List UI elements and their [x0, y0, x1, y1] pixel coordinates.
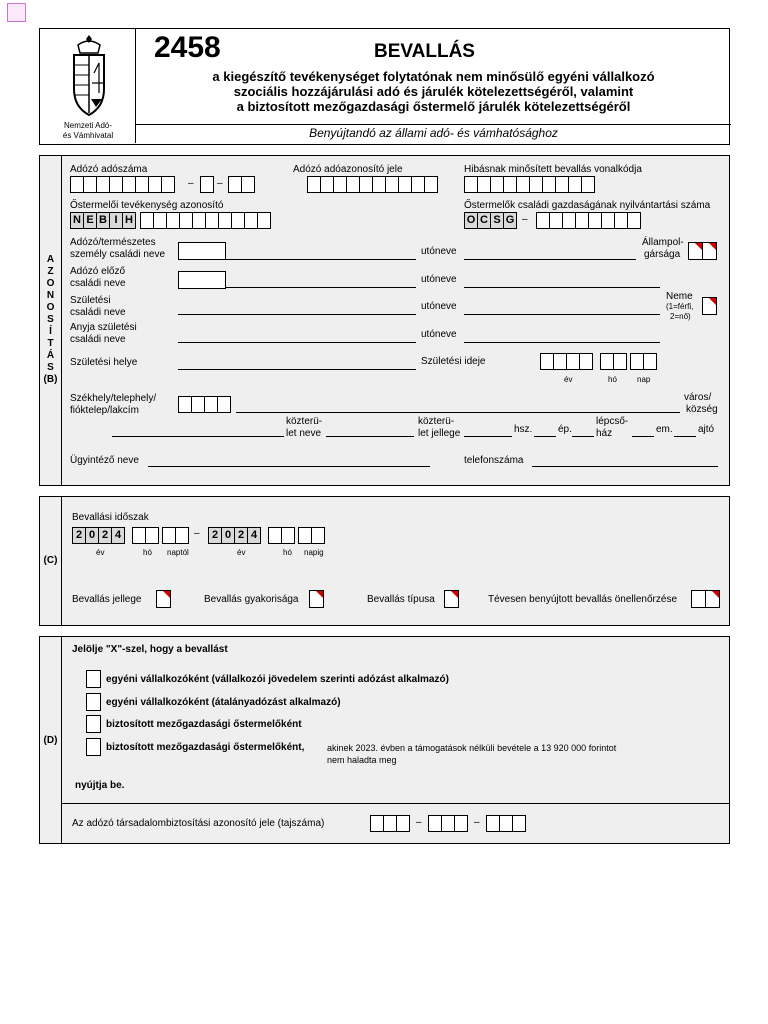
option-2-checkbox[interactable] — [86, 693, 101, 711]
city-label-1: város/ — [684, 392, 712, 403]
digit-box[interactable] — [503, 176, 517, 193]
digit-box[interactable] — [424, 176, 438, 193]
ssn-part-2[interactable] — [428, 815, 467, 832]
form-subtitle-1: a kiegészítő tevékenységet folytatónak nem minősülő egyéni vállalkozó — [212, 69, 655, 84]
period-from-day[interactable] — [162, 527, 188, 544]
door-label: ajtó — [698, 424, 715, 435]
option-4-checkbox[interactable] — [86, 738, 101, 756]
error-barcode-label: Hibásnak minősített bevallás vonalkódja — [464, 164, 642, 175]
citizenship-field-1[interactable] — [688, 242, 703, 260]
digit-box[interactable] — [132, 527, 146, 544]
digit-box[interactable] — [630, 353, 644, 370]
prefilled-box: N — [70, 212, 84, 229]
prefilled-box: 4 — [247, 527, 261, 544]
farmer-id-label: Őstermelői tevékenység azonosító — [70, 200, 224, 211]
side-letter: O — [46, 278, 55, 289]
digit-box[interactable] — [512, 815, 526, 832]
city-label-2: község — [686, 404, 718, 415]
digit-box[interactable] — [428, 815, 442, 832]
digit-box[interactable] — [217, 396, 231, 413]
side-letter: S — [47, 362, 54, 373]
phone-label: telefonszáma — [464, 455, 524, 466]
birth-month-field[interactable] — [600, 353, 626, 370]
digit-box[interactable] — [153, 212, 167, 229]
gender-field[interactable] — [702, 297, 717, 315]
administrator-input[interactable] — [148, 466, 430, 467]
given-name-label-3: utóneve — [421, 301, 457, 312]
digit-box[interactable] — [161, 176, 175, 193]
digit-box[interactable] — [477, 176, 491, 193]
side-letter: T — [47, 338, 54, 349]
digit-box[interactable] — [464, 176, 478, 193]
digit-box[interactable] — [385, 176, 399, 193]
digit-box[interactable] — [175, 527, 189, 544]
given-name-input-1[interactable] — [464, 259, 636, 260]
frequency-label: Bevallás gyakorisága — [204, 594, 299, 605]
coat-of-arms-icon — [64, 33, 114, 119]
prefilled-box: 2 — [72, 527, 86, 544]
nature-field[interactable] — [156, 590, 171, 608]
prev-name-label-2: családi neve — [70, 278, 126, 289]
digit-box[interactable] — [542, 176, 556, 193]
digit-box[interactable] — [396, 815, 410, 832]
digit-box[interactable] — [268, 527, 282, 544]
digit-box[interactable] — [257, 212, 271, 229]
prefilled-box: 2 — [234, 527, 248, 544]
street-type-label-1: közterü- — [418, 416, 455, 427]
farmer-id-field[interactable] — [140, 212, 270, 229]
digit-box[interactable] — [490, 176, 504, 193]
digit-box[interactable] — [70, 176, 84, 193]
digit-box[interactable] — [372, 176, 386, 193]
to-day-caption: napig — [304, 548, 324, 557]
digit-box[interactable] — [96, 176, 110, 193]
form-number: 2458 — [154, 31, 221, 64]
period-to-year — [208, 527, 260, 544]
form-header — [39, 28, 730, 145]
family-farm-prefix — [464, 212, 516, 229]
birthdate-label: Születési ideje — [421, 356, 486, 367]
digit-box[interactable] — [162, 527, 176, 544]
floor-label: em. — [656, 424, 673, 435]
option-3-checkbox[interactable] — [86, 715, 101, 733]
birth-year-caption: év — [564, 375, 573, 384]
tax-id-label: Adózó adóazonosító jele — [293, 164, 403, 175]
option-3-label: biztosított mezőgazdasági őstermelőként — [106, 719, 302, 730]
side-letter: Z — [47, 266, 54, 277]
house-number-input[interactable] — [464, 436, 512, 437]
gender-hint-2: 2=nő) — [670, 312, 691, 321]
prefilled-box: C — [477, 212, 491, 229]
digit-box[interactable] — [627, 212, 641, 229]
surname-input[interactable] — [226, 259, 416, 260]
section-d-divider — [62, 803, 730, 804]
digit-box[interactable] — [298, 527, 312, 544]
section-b-side-label — [40, 254, 61, 386]
type-label: Bevallás típusa — [367, 594, 435, 605]
side-letter: (B) — [43, 374, 58, 385]
frequency-field[interactable] — [309, 590, 324, 608]
mother-name-label-1: Anyja születési — [70, 322, 137, 333]
birth-month-caption: hó — [608, 375, 617, 384]
prefilled-box: 2 — [208, 527, 222, 544]
digit-box[interactable] — [581, 176, 595, 193]
prefilled-box: 0 — [85, 527, 99, 544]
family-farm-field[interactable] — [536, 212, 640, 229]
dash-2: – — [217, 178, 223, 189]
option-4-note-1: akinek 2023. évben a támogatások nélküli bevétele a 13 920 000 forintot — [327, 743, 617, 753]
digit-box[interactable] — [601, 212, 615, 229]
surname-prefix-box[interactable] — [178, 242, 226, 260]
gender-hint-1: (1=férfi, — [666, 302, 694, 311]
birth-name-label-1: Születési — [70, 295, 111, 306]
from-year-caption: év — [96, 548, 105, 557]
digit-box[interactable] — [320, 176, 334, 193]
digit-box[interactable] — [383, 815, 397, 832]
prev-name-label-1: Adózó előző — [70, 266, 126, 277]
option-1-checkbox[interactable] — [86, 670, 101, 688]
tax-id-field[interactable] — [307, 176, 437, 193]
authority-name-1: Nemzeti Adó- — [63, 121, 113, 130]
period-dash: – — [194, 528, 200, 539]
given-name-label-1: utóneve — [421, 246, 457, 257]
surname-label-2: személy családi neve — [70, 249, 166, 260]
citizenship-label-2: gársága — [644, 249, 681, 260]
period-from-year — [72, 527, 124, 544]
digit-box[interactable] — [486, 815, 500, 832]
digit-box[interactable] — [536, 212, 550, 229]
side-letter: Á — [46, 350, 55, 361]
ssn-part-3[interactable] — [486, 815, 525, 832]
digit-box[interactable] — [613, 353, 627, 370]
citizenship-label-1: Állampol- — [642, 237, 684, 248]
street-name-label-1: közterü- — [286, 416, 323, 427]
option-4-label: biztosított mezőgazdasági őstermelőként, — [106, 742, 305, 753]
digit-box[interactable] — [204, 396, 218, 413]
digit-box[interactable] — [562, 212, 576, 229]
prev-name-prefix-box[interactable] — [178, 271, 226, 289]
digit-box[interactable] — [311, 527, 325, 544]
street-type-input[interactable] — [326, 436, 414, 437]
prefilled-box: S — [490, 212, 504, 229]
self-check-label: Tévesen benyújtott bevallás önellenőrzése — [488, 594, 678, 605]
digit-box[interactable] — [83, 176, 97, 193]
administrator-label: Ügyintéző neve — [70, 455, 139, 466]
street-name-label-2: let neve — [286, 428, 322, 439]
given-name-input-2[interactable] — [464, 287, 660, 288]
tax-number-main[interactable] — [70, 176, 174, 193]
tax-number-label: Adózó adószáma — [70, 164, 148, 175]
digit-box[interactable] — [540, 353, 554, 370]
section-d-side — [40, 637, 62, 843]
digit-box[interactable] — [135, 176, 149, 193]
gender-label: Neme — [666, 291, 693, 302]
form-subtitle-3: a biztosított mezőgazdasági őstermelő járulék kötelezettségéről — [236, 99, 631, 114]
ssn-label: Az adózó társadalombiztosítási azonosító jele (tajszáma) — [72, 818, 325, 829]
digit-box[interactable] — [529, 176, 543, 193]
digit-box[interactable] — [148, 176, 162, 193]
option-2-label: egyéni vállalkozóként (átalányadózást alkalmazó) — [106, 697, 341, 708]
period-to-day[interactable] — [298, 527, 324, 544]
digit-box[interactable] — [579, 353, 593, 370]
prefilled-box: 0 — [221, 527, 235, 544]
stair-label-1: lépcső- — [596, 416, 629, 427]
prefilled-box: O — [464, 212, 478, 229]
farmer-id-prefix — [70, 212, 135, 229]
digit-box[interactable] — [200, 176, 214, 193]
to-year-caption: év — [237, 548, 246, 557]
digit-box[interactable] — [109, 176, 123, 193]
header-logo-column — [40, 29, 136, 143]
submits-label: nyújtja be. — [75, 780, 125, 791]
city-input[interactable] — [236, 412, 680, 413]
birth-name-label-2: családi neve — [70, 307, 126, 318]
digit-box[interactable] — [359, 176, 373, 193]
side-letter: N — [46, 290, 55, 301]
digit-box[interactable] — [218, 212, 232, 229]
section-c-period — [39, 496, 730, 626]
error-barcode-field[interactable] — [464, 176, 594, 193]
street-name-input[interactable] — [112, 436, 284, 437]
form-subtitle-2: szociális hozzájárulási adó és járulék kötelezettségéről, valamint — [233, 84, 634, 99]
option-4-note-2: nem haladta meg — [327, 755, 397, 765]
stair-input[interactable] — [572, 436, 594, 437]
prefilled-box: I — [109, 212, 123, 229]
postal-code-field[interactable] — [178, 396, 230, 413]
digit-box[interactable] — [140, 212, 154, 229]
prefilled-box: H — [122, 212, 136, 229]
nature-label: Bevallás jellege — [72, 594, 142, 605]
mother-name-input[interactable] — [178, 342, 416, 343]
tax-number-vat[interactable] — [200, 176, 213, 193]
section-b-identification — [39, 155, 730, 486]
digit-box[interactable] — [192, 212, 206, 229]
from-day-caption: naptól — [167, 548, 189, 557]
building-label: ép. — [558, 424, 572, 435]
digit-box[interactable] — [145, 527, 159, 544]
digit-box[interactable] — [370, 815, 384, 832]
given-name-label-2: utóneve — [421, 274, 457, 285]
birth-name-input[interactable] — [178, 314, 416, 315]
prev-name-input[interactable] — [226, 287, 416, 288]
period-from-month[interactable] — [132, 527, 158, 544]
digit-box[interactable] — [244, 212, 258, 229]
authority-name-2: és Vámhivatal — [62, 131, 114, 140]
digit-box[interactable] — [549, 212, 563, 229]
from-month-caption: hó — [143, 548, 152, 557]
street-type-label-2: let jellege — [418, 428, 461, 439]
floor-input[interactable] — [632, 436, 654, 437]
ssn-part-1[interactable] — [370, 815, 409, 832]
digit-box[interactable] — [575, 212, 589, 229]
citizenship-field-2[interactable] — [702, 242, 717, 260]
given-name-label-4: utóneve — [421, 329, 457, 340]
dash-3: – — [522, 214, 528, 225]
digit-box[interactable] — [281, 527, 295, 544]
digit-box[interactable] — [122, 176, 136, 193]
prefilled-box: B — [96, 212, 110, 229]
side-letter: O — [46, 302, 55, 313]
type-field[interactable] — [444, 590, 459, 608]
birth-year-field[interactable] — [540, 353, 592, 370]
given-name-input-3[interactable] — [464, 314, 660, 315]
period-to-month[interactable] — [268, 527, 294, 544]
seat-label-1: Székhely/telephely/ — [70, 393, 157, 404]
section-b-side — [40, 156, 62, 485]
digit-box[interactable] — [333, 176, 347, 193]
birthplace-input[interactable] — [178, 369, 416, 370]
side-letter: Í — [49, 326, 52, 337]
to-month-caption: hó — [283, 548, 292, 557]
digit-box[interactable] — [191, 396, 205, 413]
house-number-label: hsz. — [514, 424, 533, 435]
seat-label-2: fióktelep/lakcím — [70, 405, 139, 416]
digit-box[interactable] — [516, 176, 530, 193]
given-name-input-4[interactable] — [464, 342, 660, 343]
digit-box[interactable] — [454, 815, 468, 832]
prefilled-box: G — [503, 212, 517, 229]
digit-box[interactable] — [166, 212, 180, 229]
digit-box[interactable] — [555, 176, 569, 193]
section-c-side — [40, 497, 62, 625]
digit-box[interactable] — [499, 815, 513, 832]
phone-input[interactable] — [532, 466, 718, 467]
dash-1: – — [188, 178, 194, 189]
building-input[interactable] — [534, 436, 556, 437]
submit-to: Benyújtandó az állami adó- és vámhatósághoz — [309, 126, 558, 140]
stair-label-2: ház — [596, 428, 613, 439]
mother-name-label-2: családi neve — [70, 334, 126, 345]
digit-box[interactable] — [568, 176, 582, 193]
digit-box[interactable] — [600, 353, 614, 370]
prefilled-box: 4 — [111, 527, 125, 544]
digit-box[interactable] — [398, 176, 412, 193]
form-title: BEVALLÁS — [374, 41, 475, 62]
self-check-box-1[interactable] — [691, 590, 706, 608]
section-d-declaration — [39, 636, 730, 844]
digit-box[interactable] — [231, 212, 245, 229]
prefilled-box: E — [83, 212, 97, 229]
digit-box[interactable] — [307, 176, 321, 193]
declaration-instruction: Jelölje "X"-szel, hogy a bevallást — [72, 644, 228, 655]
birthplace-label: Születési helye — [70, 357, 138, 368]
corner-marker — [7, 3, 26, 22]
birth-day-field[interactable] — [630, 353, 656, 370]
digit-box[interactable] — [566, 353, 580, 370]
birth-day-caption: nap — [637, 375, 651, 384]
side-letter: A — [46, 254, 55, 265]
period-label: Bevallási időszak — [72, 512, 149, 523]
surname-label-1: Adózó/természetes — [70, 237, 156, 248]
door-input[interactable] — [674, 436, 696, 437]
header-divider — [136, 124, 731, 125]
option-1-label: egyéni vállalkozóként (vállalkozói jövedelem szerinti adózást alkalmazó) — [106, 674, 449, 685]
digit-box[interactable] — [588, 212, 602, 229]
ssn-dash-1: – — [416, 817, 422, 828]
side-letter: S — [47, 314, 54, 325]
digit-box[interactable] — [614, 212, 628, 229]
self-check-box-2[interactable] — [705, 590, 720, 608]
digit-box[interactable] — [441, 815, 455, 832]
section-d-side-label: (D) — [43, 735, 58, 746]
digit-box[interactable] — [178, 396, 192, 413]
ssn-dash-2: – — [474, 817, 480, 828]
digit-box[interactable] — [241, 176, 255, 193]
digit-box[interactable] — [179, 212, 193, 229]
digit-box[interactable] — [228, 176, 242, 193]
digit-box[interactable] — [205, 212, 219, 229]
digit-box[interactable] — [346, 176, 360, 193]
digit-box[interactable] — [411, 176, 425, 193]
digit-box[interactable] — [643, 353, 657, 370]
tax-number-county[interactable] — [228, 176, 254, 193]
family-farm-label: Őstermelők családi gazdaságának nyilvántartási száma — [464, 200, 711, 211]
digit-box[interactable] — [553, 353, 567, 370]
section-c-side-label: (C) — [43, 555, 58, 566]
prefilled-box: 2 — [98, 527, 112, 544]
